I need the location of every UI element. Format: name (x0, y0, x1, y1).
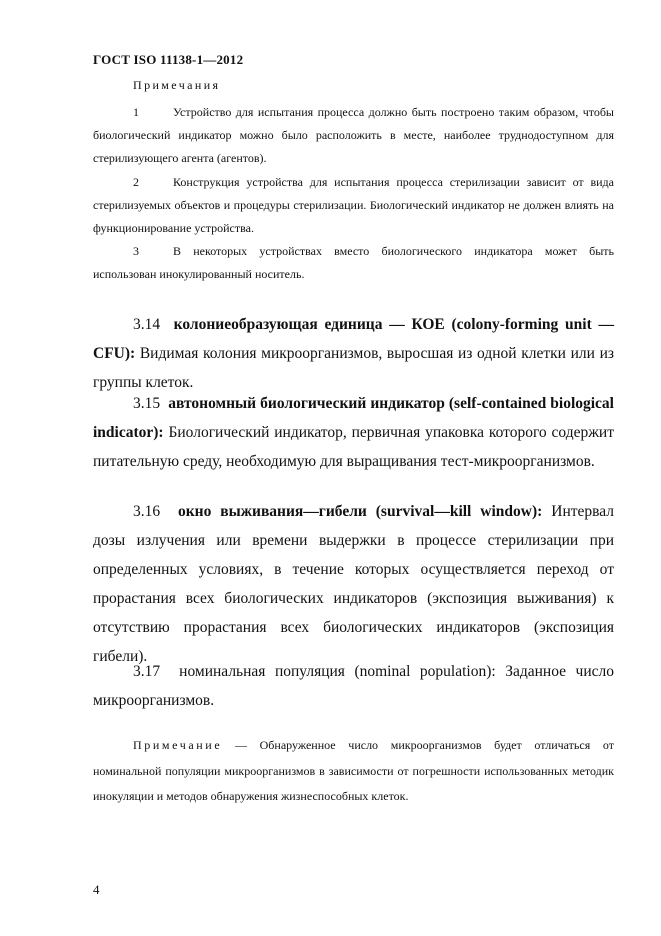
term-entry-3-16 (93, 497, 614, 671)
note-text: В некоторых устройствах вместо биологического индикатора может быть использован инокулированный носитель. (93, 244, 614, 281)
final-note (93, 733, 614, 810)
term-number: 3.15 (133, 395, 161, 412)
term-entry-3-17 (93, 657, 614, 715)
term-name: номинальная популяция (nominal population): (179, 663, 496, 680)
term-definition: Биологический индикатор, первичная упаковка которого содержит питательную среду, необходимую для выращивания тест-микроорганизмов. (93, 424, 614, 470)
note-number: 2 (133, 175, 139, 189)
note-item-1 (93, 101, 614, 170)
notes-title: Примечания (133, 78, 221, 92)
page-number: 4 (93, 882, 100, 897)
note-text: Устройство для испытания процесса должно быть построено таким образом, чтобы биологический индикатор можно было расположить в месте, наиболее труднодоступном для стерилизующего агента (агентов). (93, 105, 614, 165)
note-item-2 (93, 171, 614, 240)
document-header: ГОСТ ISO 11138-1—2012 (93, 52, 244, 67)
term-name: автономный биологический индикатор (self-contained biological indicator): (93, 395, 614, 441)
term-number: 3.16 (133, 503, 161, 520)
note-item-3 (93, 240, 614, 286)
term-definition: Видимая колония микроорганизмов, выросшая из одной клетки или из группы клеток. (93, 345, 615, 391)
term-entry-3-15 (93, 389, 614, 476)
note-number: 3 (133, 244, 139, 258)
final-note-dash: — (234, 738, 247, 752)
final-note-text: Обнаруженное число микроорганизмов будет отличаться от номинальной популяции микроорганизмов в зависимости от погрешности использованных методик инокуляции и методов обнаружения жизнеспособных клеток. (93, 738, 615, 803)
term-definition: Заданное число микроорганизмов. (93, 663, 615, 709)
term-definition: Интервал дозы излучения или времени выдержки в процессе стерилизации при определенных условиях, в течение которых осуществляется переход от прорастания всех биологических индикаторов (экспозиция выживания) к отсутствию прорастания всех биологических индикаторов (экспозиция гибели). (93, 503, 615, 665)
final-note-label: Примечание (133, 738, 223, 752)
term-number: 3.14 (133, 316, 161, 333)
note-text: Конструкция устройства для испытания процесса стерилизации зависит от вида стерилизуемых объектов и процедуры стерилизации. Биологический индикатор не должен влиять на функционирование устройства. (93, 175, 614, 235)
term-name: колониеобразующая единица — КОЕ (colony-forming unit — CFU): (93, 316, 614, 362)
term-number: 3.17 (133, 663, 161, 680)
term-name: окно выживания—гибели (survival—kill window): (178, 503, 543, 520)
term-entry-3-14 (93, 310, 614, 397)
note-number: 1 (133, 105, 139, 119)
